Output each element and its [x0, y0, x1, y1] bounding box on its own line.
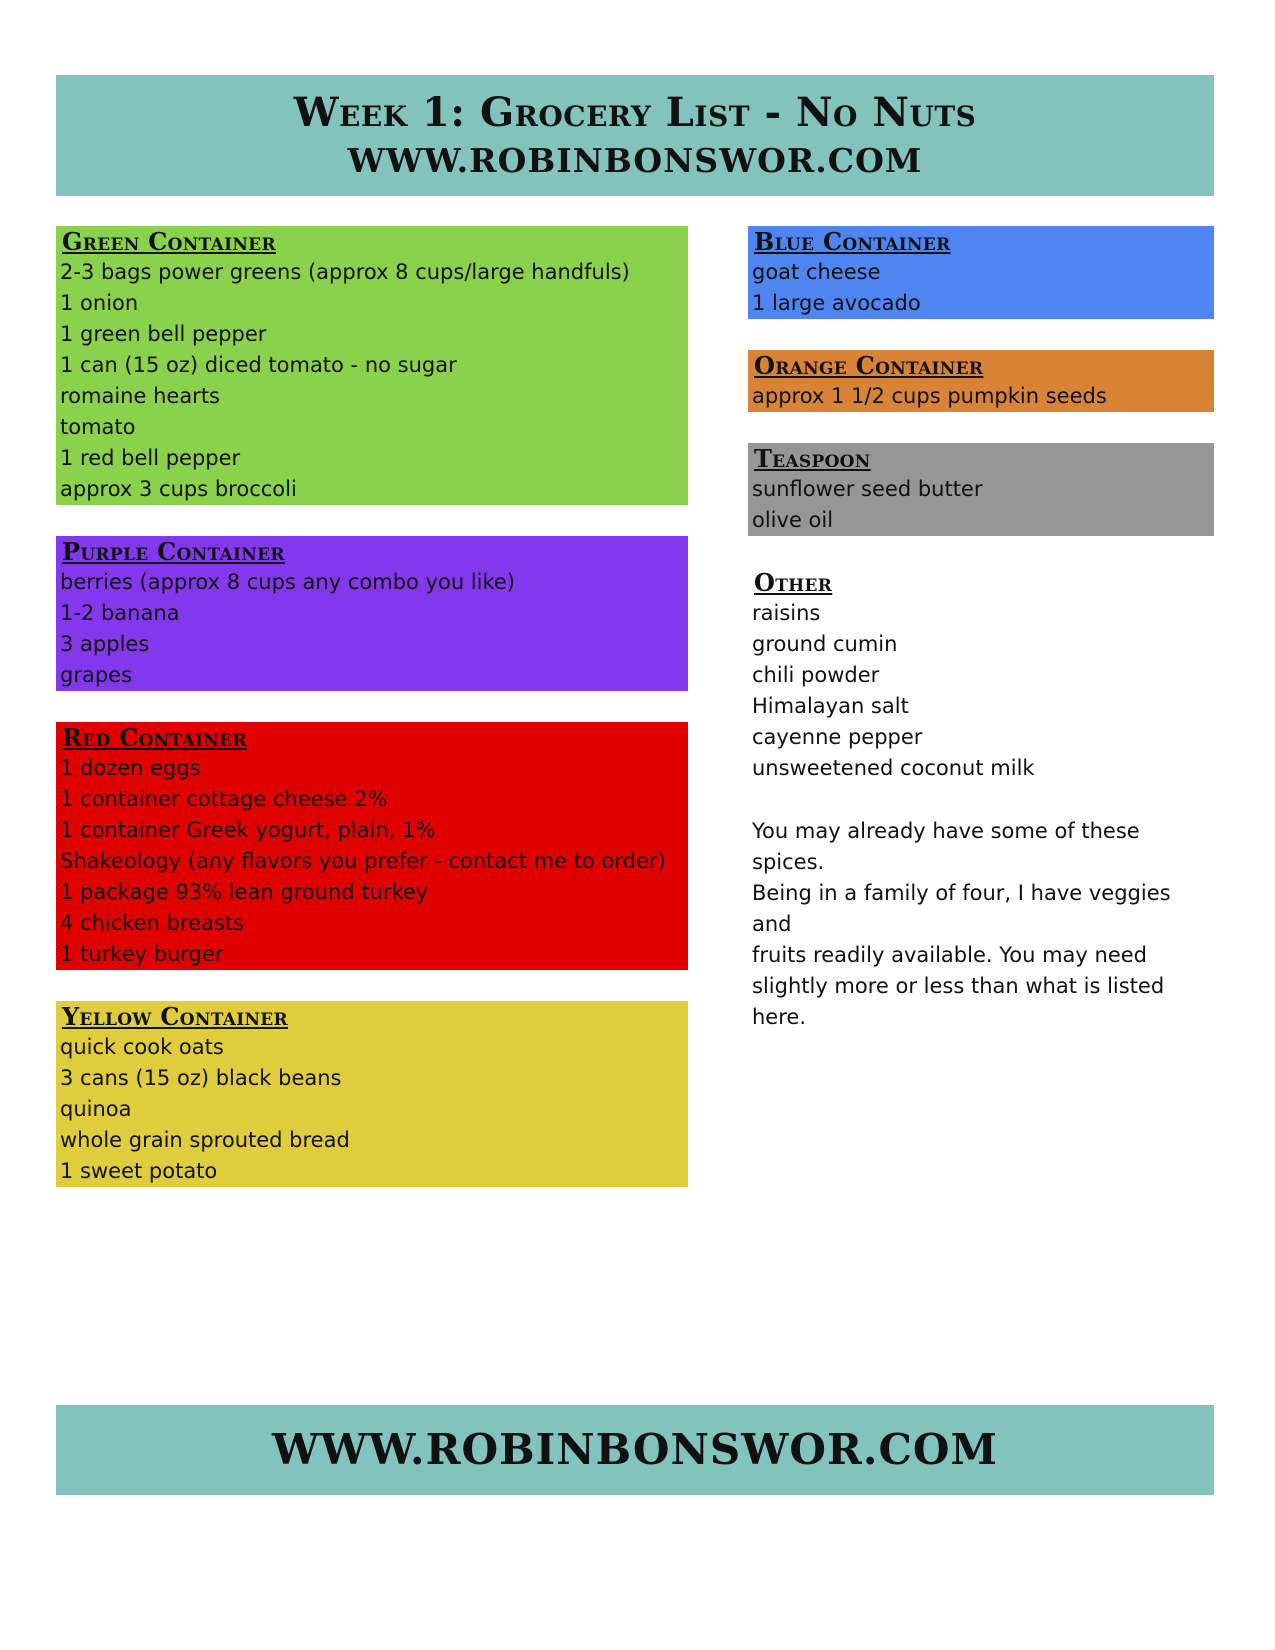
other-heading: Other: [754, 568, 833, 597]
list-item: 1 red bell pepper: [60, 446, 241, 470]
list-item: 4 chicken breasts: [60, 911, 244, 935]
list-item: whole grain sprouted bread: [60, 1128, 350, 1152]
list-item: 1 green bell pepper: [60, 322, 267, 346]
teaspoon-section: [748, 443, 1214, 536]
list-item: grapes: [60, 663, 133, 687]
header-banner: [56, 75, 1214, 196]
list-item: 1 turkey burger: [60, 942, 224, 966]
list-item: ground cumin: [752, 632, 898, 656]
purple-container-section: [56, 536, 688, 691]
list-item: olive oil: [752, 508, 834, 532]
list-item: 1 sweet potato: [60, 1159, 218, 1183]
list-item: 1 package 93% lean ground turkey: [60, 880, 429, 904]
list-item: tomato: [60, 415, 136, 439]
list-item: berries (approx 8 cups any combo you like): [60, 570, 515, 594]
list-item: 1 dozen eggs: [60, 756, 201, 780]
yellow-container-heading: Yellow Container: [62, 1002, 288, 1031]
list-item: 3 apples: [60, 632, 150, 656]
list-item: 3 cans (15 oz) black beans: [60, 1066, 342, 1090]
list-item: 1 large avocado: [752, 291, 921, 315]
list-item: goat cheese: [752, 260, 881, 284]
purple-container-heading: Purple Container: [62, 537, 285, 566]
spices-note: [752, 816, 1214, 1033]
list-item: 2-3 bags power greens (approx 8 cups/large handfuls): [60, 260, 630, 284]
list-item: 1 container cottage cheese 2%: [60, 787, 388, 811]
header-website-url: WWW.ROBINBONSWOR.COM: [347, 141, 923, 180]
note-line: You may already have some of these spices.: [752, 819, 1140, 874]
green-container-section: [56, 226, 688, 505]
list-item: quick cook oats: [60, 1035, 224, 1059]
list-item: Shakeology (any flavors you prefer - contact me to order): [60, 849, 666, 873]
list-item: 1 onion: [60, 291, 139, 315]
orange-container-section: [748, 350, 1214, 412]
list-item: raisins: [752, 601, 821, 625]
list-item: romaine hearts: [60, 384, 220, 408]
footer-website-url: WWW.ROBINBONSWOR.COM: [272, 1425, 998, 1474]
list-item: cayenne pepper: [752, 725, 923, 749]
list-item: unsweetened coconut milk: [752, 756, 1035, 780]
list-item: 1 can (15 oz) diced tomato - no sugar: [60, 353, 457, 377]
red-container-heading: Red Container: [62, 723, 247, 752]
footer-banner: [56, 1405, 1214, 1495]
list-item: quinoa: [60, 1097, 132, 1121]
blue-container-section: [748, 226, 1214, 319]
list-item: 1-2 banana: [60, 601, 180, 625]
teaspoon-heading: Teaspoon: [754, 444, 871, 473]
note-line: Being in a family of four, I have veggies and: [752, 881, 1171, 936]
list-item: 1 container Greek yogurt, plain, 1%: [60, 818, 436, 842]
note-line: slightly more or less than what is listed here.: [752, 974, 1165, 1029]
yellow-container-section: [56, 1001, 688, 1187]
blue-container-heading: Blue Container: [754, 227, 951, 256]
other-section: [748, 567, 1214, 784]
red-container-section: [56, 722, 688, 970]
list-item: approx 3 cups broccoli: [60, 477, 297, 501]
green-container-heading: Green Container: [62, 227, 276, 256]
list-item: sunflower seed butter: [752, 477, 983, 501]
page-title: Week 1: Grocery List - No Nuts: [293, 89, 977, 136]
list-item: approx 1 1/2 cups pumpkin seeds: [752, 384, 1107, 408]
note-line: fruits readily available. You may need: [752, 943, 1148, 967]
list-item: Himalayan salt: [752, 694, 909, 718]
list-item: chili powder: [752, 663, 880, 687]
orange-container-heading: Orange Container: [754, 351, 984, 380]
